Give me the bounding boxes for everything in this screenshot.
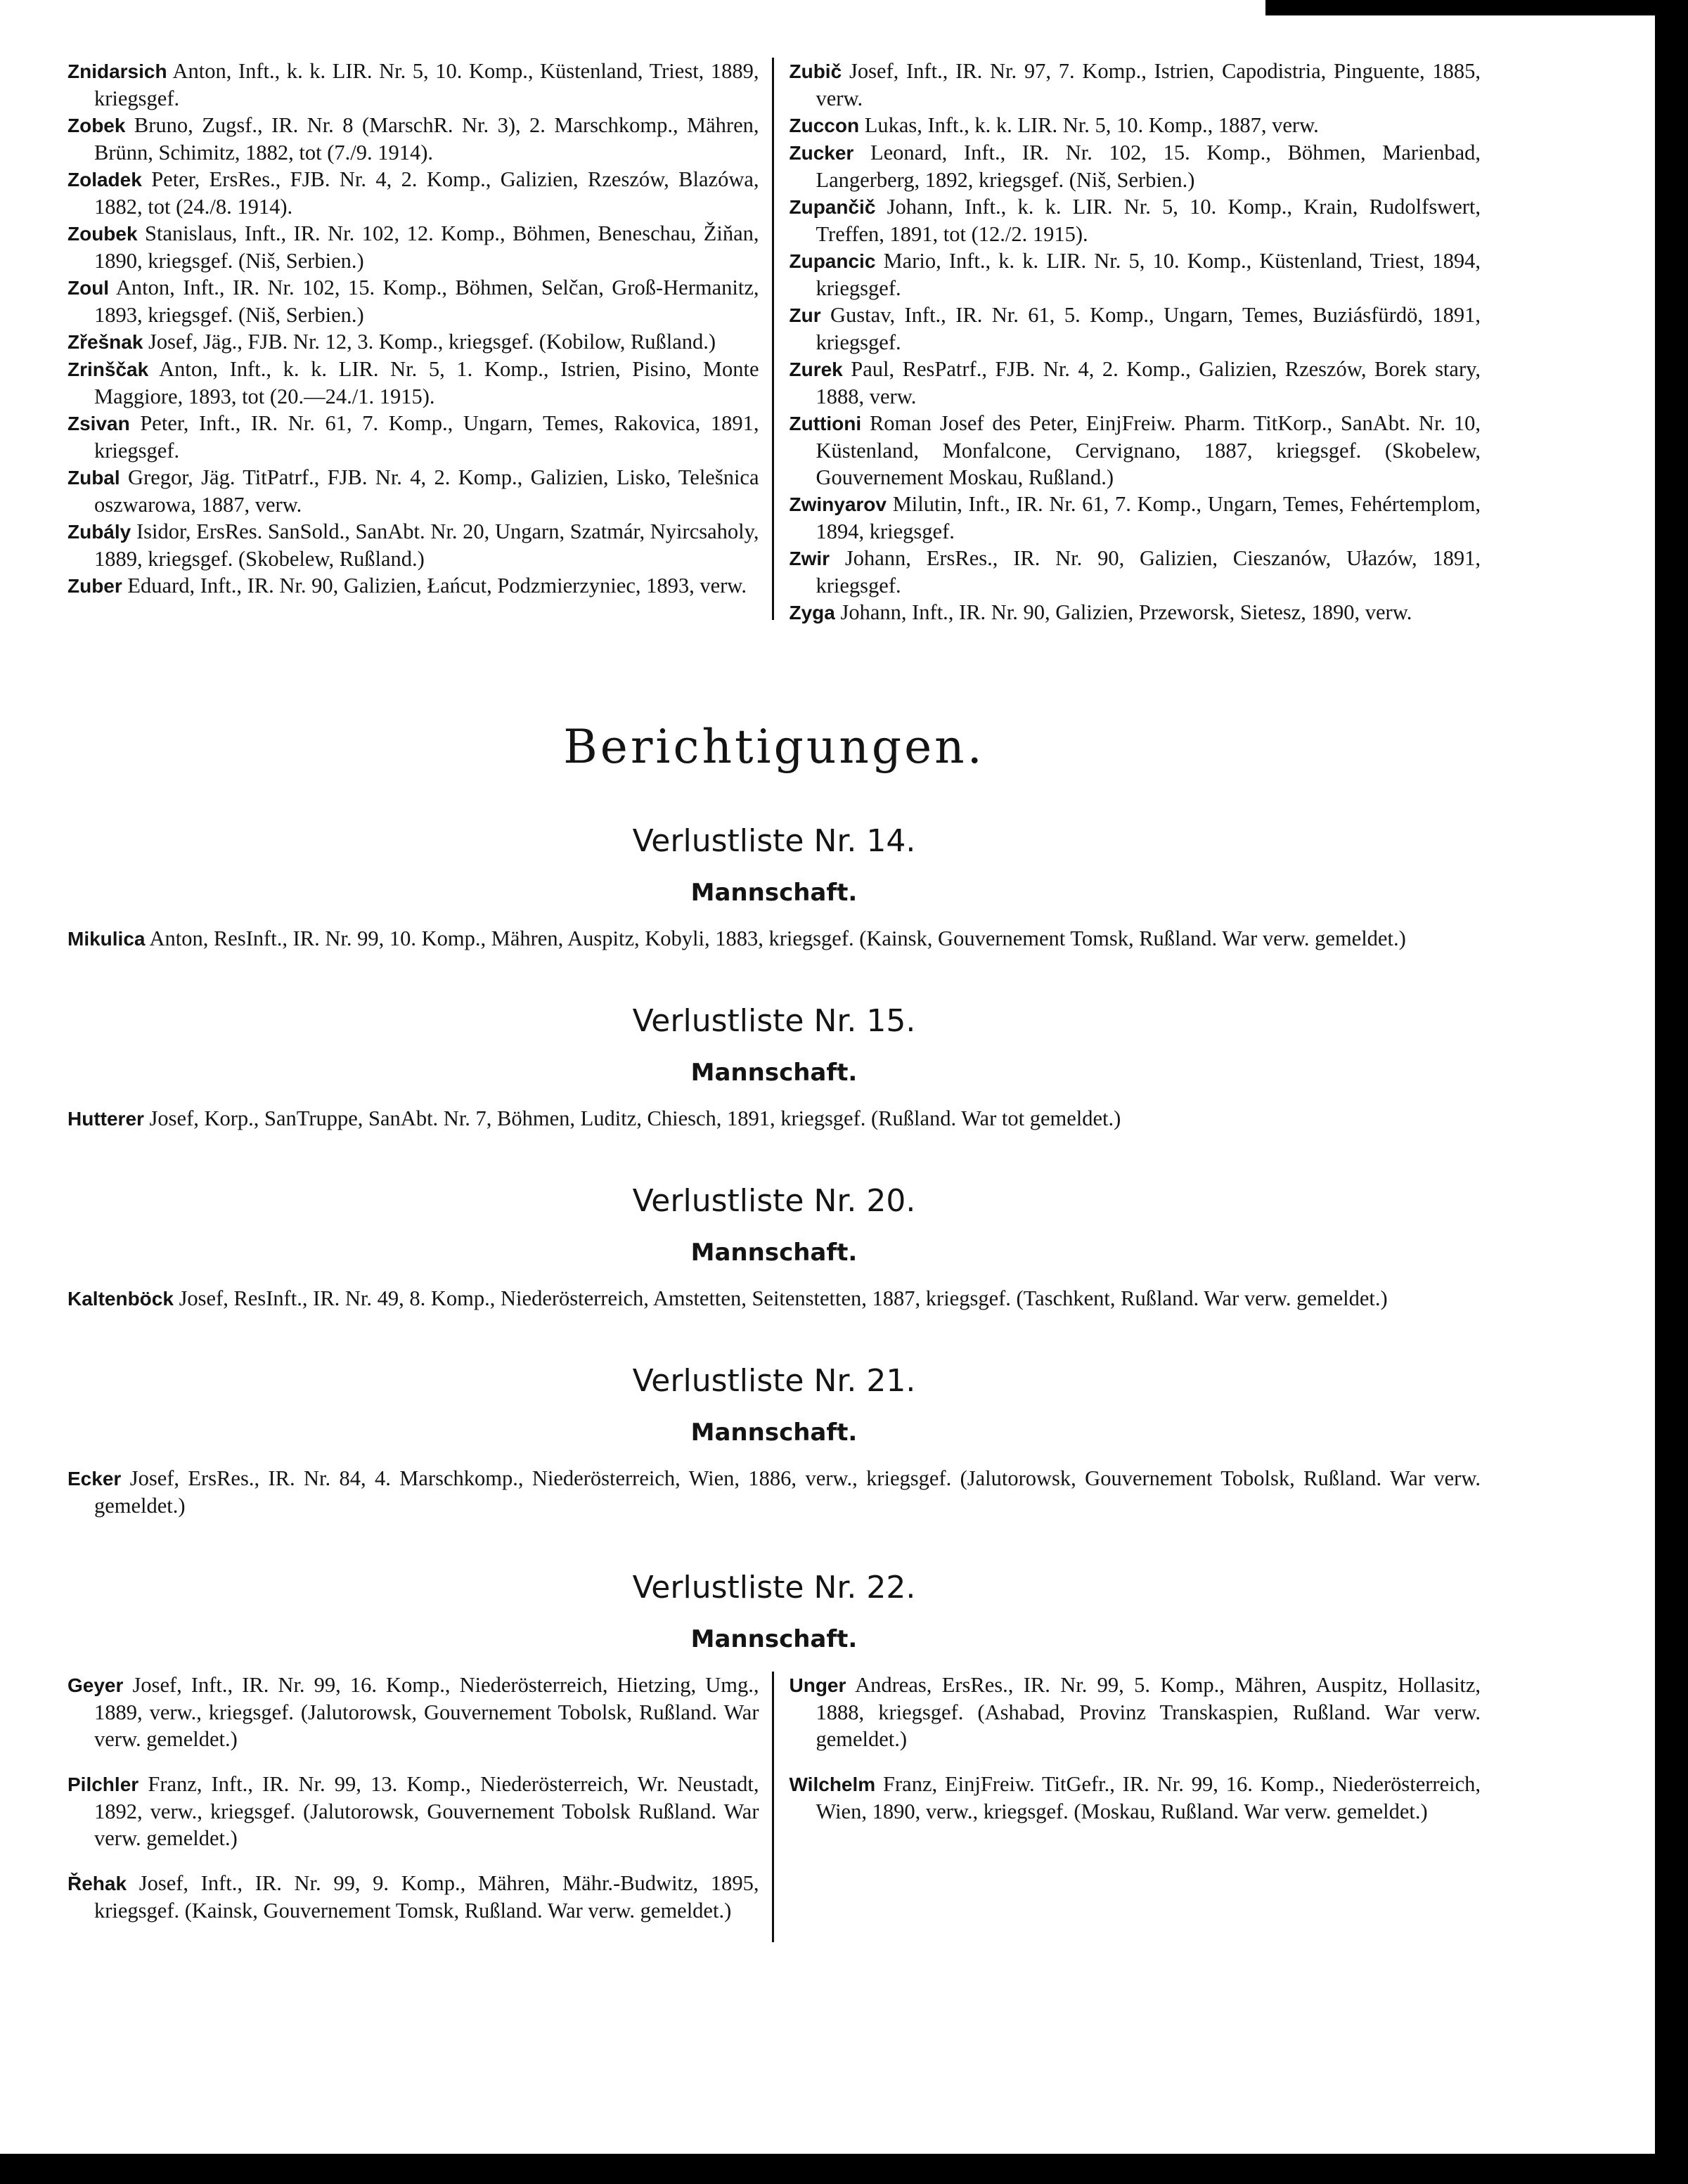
list-subtitle: Mannschaft. [690,1625,858,1653]
entry-name: Hutterer [67,1108,144,1130]
entry-name: Zupančič [789,196,876,218]
list-entry [67,518,759,572]
entry-text: Eduard, Inft., IR. Nr. 90, Galizien, Łańcut, Podzmierzyniec, 1893, verw. [127,574,747,597]
list-entry [790,112,1481,139]
entry-text: Stanislaus, Inft., IR. Nr. 102, 12. Komp., Böhmen, Beneschau, Žiňan, 1890, kriegsgef. (Niš, Serbien.) [94,221,759,273]
entry-text: Josef, ErsRes., IR. Nr. 84, 4. Marschkomp., Niederösterreich, Wien, 1886, verw., kriegsgef. (Jalutorowsk, Gouvernement Tobolsk, Rußland. War verw. gemeldet.) [94,1466,1481,1518]
entry-text: Josef, Inft., IR. Nr. 97, 7. Komp., Istrien, Capodistria, Pinguente, 1885, verw. [816,59,1481,110]
entry-name: Zoul [67,277,110,299]
entry-name: Zoubek [67,223,138,245]
entry-name: Wilchelm [789,1773,876,1795]
bottom-two-column-list [67,1672,1481,1942]
entry-name: Řehak [67,1873,127,1894]
entry-text: Franz, EinjFreiw. TitGefr., IR. Nr. 99, 16. Komp., Niederösterreich, Wien, 1890, verw., kriegsgef. (Moskau, Rußland. War verw. gemeldet.) [816,1772,1481,1823]
correction-list-15 [67,1003,1481,1132]
entry-text: Johann, Inft., IR. Nr. 90, Galizien, Przeworsk, Sietesz, 1890, verw. [840,600,1412,624]
entry-name: Kaltenböck [67,1288,174,1310]
list-entry [67,1465,1481,1519]
entry-name: Zuccon [789,115,860,136]
list-entry [67,274,759,328]
entry-text: Andreas, ErsRes., IR. Nr. 99, 5. Komp., Mähren, Auspitz, Hollasitz, 1888, kriegsgef. (Ashabad, Provinz Transkaspien, Rußland. War verw. gemeldet.) [816,1673,1481,1751]
list-title: Verlustliste Nr. 14. [632,823,916,859]
list-entry [67,1672,759,1752]
entry-name: Zupancic [789,250,876,272]
list-entry [67,925,1481,952]
entry-name: Zrinščak [67,358,149,380]
entry-name: Ecker [67,1468,122,1490]
correction-list-21 [67,1363,1481,1519]
entry-name: Zubály [67,521,131,543]
entry-text: Lukas, Inft., k. k. LIR. Nr. 5, 10. Komp., 1887, verw. [864,113,1319,137]
list-entry [67,1105,1481,1132]
entry-name: Zuber [67,575,122,597]
entry-text: Bruno, Zugsf., IR. Nr. 8 (MarschR. Nr. 3), 2. Marschkomp., Mähren, Brünn, Schimitz, 1882, tot (7./9. 1914). [94,113,759,164]
entry-text: Anton, Inft., k. k. LIR. Nr. 5, 10. Komp., Küstenland, Triest, 1889, kriegsgef. [94,59,759,110]
list-entry [67,328,759,356]
entry-name: Zřešnak [67,331,143,353]
entry-text: Franz, Inft., IR. Nr. 99, 13. Komp., Niederösterreich, Wr. Neustadt, 1892, verw., kriegsgef. (Jalutorowsk, Gouvernement Tobolsk Rußland. War verw. gemeldet.) [94,1772,759,1850]
left-column [67,1672,772,1942]
list-subtitle: Mannschaft. [690,1239,858,1267]
list-entry [67,572,759,600]
list-entry [67,58,759,112]
list-title: Verlustliste Nr. 21. [632,1363,916,1399]
entry-name: Zsivan [67,413,130,434]
entry-name: Zwinyarov [789,493,887,515]
entry-text: Mario, Inft., k. k. LIR. Nr. 5, 10. Komp., Küstenland, Triest, 1894, kriegsgef. [816,249,1481,300]
correction-list-22 [67,1570,1481,1942]
entry-name: Pilchler [67,1773,139,1795]
list-subtitle: Mannschaft. [690,1059,858,1087]
list-title: Verlustliste Nr. 20. [632,1183,916,1219]
left-column [67,58,772,620]
entry-name: Zuttioni [789,413,862,434]
entry-name: Zwir [789,548,830,569]
list-entry [67,356,759,410]
entry-name: Zurek [789,358,843,380]
page-content [67,58,1481,1942]
entry-text: Josef, ResInft., IR. Nr. 49, 8. Komp., Niederösterreich, Amstetten, Seitenstetten, 1887, kriegsgef. (Taschkent, Rußland. War verw. gemeldet.) [179,1286,1388,1310]
list-entry [790,193,1481,247]
entry-name: Mikulica [67,928,146,950]
entry-name: Zubal [67,467,120,489]
entry-text: Paul, ResPatrf., FJB. Nr. 4, 2. Komp., Galizien, Rzeszów, Borek stary, 1888, verw. [816,357,1481,408]
list-entry [790,58,1481,112]
list-entry [67,1285,1481,1312]
entry-name: Zur [789,304,821,326]
list-entry [790,410,1481,491]
entry-text: Peter, Inft., IR. Nr. 61, 7. Komp., Ungarn, Temes, Rakovica, 1891, kriegsgef. [94,411,759,463]
list-entry [67,1870,759,1924]
list-entry [67,220,759,274]
correction-list-20 [67,1183,1481,1312]
top-two-column-list [67,58,1481,624]
list-entry [67,410,759,464]
entry-text: Leonard, Inft., IR. Nr. 102, 15. Komp., Böhmen, Marienbad, Langerberg, 1892, kriegsgef. (Niš, Serbien.) [816,141,1481,192]
list-entry [790,1672,1481,1752]
corrections-heading: Berichtigungen. [563,720,985,774]
scan-edge-right [1655,0,1688,2184]
entry-name: Geyer [67,1674,124,1696]
entry-name: Zyga [789,602,835,623]
scan-edge-bottom [0,2154,1688,2184]
entry-text: Josef, Inft., IR. Nr. 99, 16. Komp., Niederösterreich, Hietzing, Umg., 1889, verw., kriegsgef. (Jalutorowsk, Gouvernement Tobolsk, Rußland. War verw. gemeldet.) [94,1673,759,1751]
right-column [772,1672,1481,1942]
list-entry [790,356,1481,410]
scan-edge-top-right [1265,0,1688,15]
entry-text: Josef, Korp., SanTruppe, SanAbt. Nr. 7, Böhmen, Luditz, Chiesch, 1891, kriegsgef. (Rußland. War tot gemeldet.) [149,1106,1121,1130]
list-entry [790,545,1481,599]
entry-text: Isidor, ErsRes. SanSold., SanAbt. Nr. 20, Ungarn, Szatmár, Nyircsaholy, 1889, kriegsgef. (Skobelew, Rußland.) [94,519,759,571]
entry-text: Peter, ErsRes., FJB. Nr. 4, 2. Komp., Galizien, Rzeszów, Blazówa, 1882, tot (24./8. 1914). [94,167,759,219]
list-entry [790,247,1481,302]
entry-name: Zucker [789,142,854,164]
list-entry [790,491,1481,545]
list-entry [67,112,759,166]
entry-text: Johann, Inft., k. k. LIR. Nr. 5, 10. Komp., Krain, Rudolfswert, Treffen, 1891, tot (12./2. 1915). [816,195,1481,246]
entry-name: Zubič [789,60,842,82]
list-entry [67,166,759,220]
entry-name: Unger [789,1674,846,1696]
entry-text: Josef, Jäg., FJB. Nr. 12, 3. Komp., kriegsgef. (Kobilow, Rußland.) [148,330,716,354]
list-entry [790,302,1481,356]
entry-name: Zoladek [67,169,142,190]
entry-text: Josef, Inft., IR. Nr. 99, 9. Komp., Mähren, Mähr.-Budwitz, 1895, kriegsgef. (Kainsk, Gouvernement Tomsk, Rußland. War verw. gemeldet.) [94,1871,759,1923]
correction-list-14 [67,823,1481,952]
entry-text: Johann, ErsRes., IR. Nr. 90, Galizien, Cieszanów, Ułazów, 1891, kriegsgef. [816,546,1481,597]
entry-text: Gustav, Inft., IR. Nr. 61, 5. Komp., Ungarn, Temes, Buziásfürdö, 1891, kriegsgef. [816,303,1481,354]
list-subtitle: Mannschaft. [690,1419,858,1447]
list-entry [67,1771,759,1852]
list-entry [790,1771,1481,1825]
entry-text: Anton, Inft., IR. Nr. 102, 15. Komp., Böhmen, Selčan, Groß-Hermanitz, 1893, kriegsgef. (Niš, Serbien.) [94,276,759,327]
entry-text: Milutin, Inft., IR. Nr. 61, 7. Komp., Ungarn, Temes, Fehértemplom, 1894, kriegsgef. [816,492,1481,543]
entry-text: Anton, Inft., k. k. LIR. Nr. 5, 1. Komp., Istrien, Pisino, Monte Maggiore, 1893, tot (20.—24./1. 1915). [94,357,759,408]
entry-name: Zobek [67,115,126,136]
entry-text: Roman Josef des Peter, EinjFreiw. Pharm. TitKorp., SanAbt. Nr. 10, Küstenland, Monfalcone, Cervignano, 1887, kriegsgef. (Skobelew, Gouvernement Moskau, Rußland.) [816,411,1481,489]
list-title: Verlustliste Nr. 22. [632,1570,916,1605]
list-subtitle: Mannschaft. [690,879,858,907]
list-entry [67,464,759,518]
list-title: Verlustliste Nr. 15. [632,1003,916,1039]
right-column [772,58,1481,624]
list-entry [790,599,1481,626]
entry-text: Anton, ResInft., IR. Nr. 99, 10. Komp., Mähren, Auspitz, Kobyli, 1883, kriegsgef. (Kainsk, Gouvernement Tomsk, Rußland. War verw. gemeldet.) [149,926,1406,950]
entry-name: Znidarsich [67,60,167,82]
list-entry [790,139,1481,193]
entry-text: Gregor, Jäg. TitPatrf., FJB. Nr. 4, 2. Komp., Galizien, Lisko, Telešnica oszwarowa, 1887, verw. [94,465,759,517]
